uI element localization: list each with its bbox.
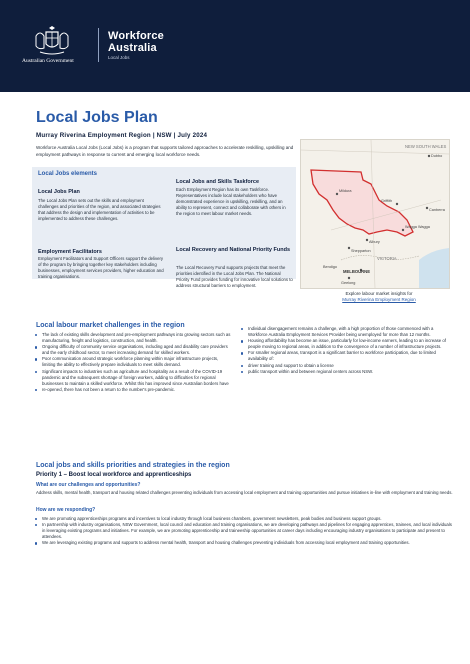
city-dot <box>396 203 398 205</box>
map-label-geelong: Geelong <box>341 281 356 285</box>
map-label-shepparton: Shepparton <box>351 249 371 253</box>
list-item: The lack of existing skills development and pre-employment pathways into growing sectors such as manufacturing, freight and logistics, construction, and health. <box>34 332 232 344</box>
plan-text: The Local Jobs Plan sets out the skills and employment challenges and priorities of the region, and associated strategies that address the design and implementation of activities to be implemented to address these challenges. <box>38 198 161 221</box>
responses-list <box>34 516 456 546</box>
header-banner <box>0 0 470 92</box>
challenges-list-right <box>240 326 452 375</box>
challenges-heading: Local labour market challenges in the region <box>36 322 185 329</box>
taskforce-text: Each Employment Region has its own Taskforce. Representatives include local stakeholders who have demonstrated experience in upskilling, reskilling, and an ability to represent, connect and collaborate with others in the region to meet labour market needs. <box>176 187 286 216</box>
list-item: Significant impacts to industries such as agriculture and hospitality as a result of the COVID-19 pandemic and the subsequent shortage of foreign workers, adding to difficulties for regional businesses to maintain a skilled workforce. Whilst this has improved since Australian borders have <box>34 369 232 387</box>
challenges-answer: Address skills, mental health, transport and housing related challenges preventing individuals from accessing local employment and training opportunities and pursue initiatives in-line with employment and training needs. <box>36 490 453 495</box>
brand-name-line1: Workforce <box>108 30 164 42</box>
list-item: In partnership with industry organisations, NSW Government, local council and education and training organisations, we are developing pathways and pipelines for engaging apprentices, trainees, and local individuals in leveraging existing programs and initiatives. For example, we are promoting apprenticeship and traineeship opportunities at career days including encouraging industry organisations to participate and present to attendees. <box>34 522 456 540</box>
map-label-nsw: NEW SOUTH WALES <box>405 144 447 149</box>
map-label-bendigo: Bendigo <box>323 265 337 269</box>
intro-paragraph: Workforce Australia Local Jobs (Local Jobs) is a program that supports tailored approaches to accelerate reskilling, upskilling and employment pathways in response to current and emerging local workforce needs. <box>36 145 294 157</box>
city-dot <box>428 155 430 157</box>
recovery-text: The Local Recovery Fund supports projects that meet the priorities identified in the Local Jobs Plan. The National Priority Fund provides funding for innovative local solutions to address structural barriers to employment. <box>176 265 293 288</box>
list-item: Poor communication around strategic workforce planning within major infrastructure projects, limiting the ability to effectively prepare individuals to meet skills demand. <box>34 356 232 368</box>
city-dot <box>366 239 368 241</box>
coat-of-arms-icon <box>30 26 74 56</box>
logo-divider <box>98 28 99 62</box>
recovery-heading: Local Recovery and National Priority Funds <box>176 247 290 253</box>
map-label-griffith: Griffith <box>381 199 393 203</box>
list-item: Ongoing difficulty of community service organisations, including aged and disability care providers and the early childhood sector, to meet increasing demand for skilled workers. <box>34 344 232 356</box>
region-map-graphic <box>301 140 449 288</box>
page-title: Local Jobs Plan <box>36 109 158 126</box>
priority-1-heading: Priority 1 – Boost local workforce and apprenticeships <box>36 472 192 478</box>
elements-heading: Local Jobs elements <box>38 171 98 177</box>
city-dot <box>348 277 350 279</box>
list-item: We are promoting apprenticeships programs and incentives to local industry through local business chambers, government newsletters, peak bodies and business support groups. <box>34 516 456 522</box>
city-dot <box>336 193 338 195</box>
list-item: Housing affordability has become an issue, particularly for low-income earners, leading to an increase of people moving to regional areas, in addition to the convergence of a number of infrastructure projects. <box>240 338 452 350</box>
list-item: We are leveraging existing programs and supports to address mental health, transport and housing challenges preventing individuals from accessing local employment and training opportunities. <box>34 540 456 546</box>
map-label-wagga: Wagga Wagga <box>405 225 430 229</box>
map-label-mildura: Mildura <box>339 189 352 193</box>
government-name: Australian Government <box>22 58 74 64</box>
map-caption <box>308 291 450 303</box>
list-item: re-opened, there has not been a return to the number's pre-pandemic. <box>34 387 232 393</box>
list-item: public transport within and between regional centers across NSW. <box>240 369 452 375</box>
labour-market-insights-link[interactable]: Murray Riverina Employment Region <box>342 297 416 302</box>
region-map[interactable] <box>300 139 450 289</box>
map-label-albury: Albury <box>369 240 380 244</box>
list-item: Individual disengagement remains a challenge, with a high proportion of those commenced with a Workforce Australia Employment Services Provider being unemployed for more than 12 months. <box>240 326 452 338</box>
list-item: driver training and support to obtain a license <box>240 363 452 369</box>
priorities-heading: Local jobs and skills priorities and strategies in the region <box>36 462 230 469</box>
city-dot <box>426 207 428 209</box>
brand-name-line2: Australia <box>108 42 157 54</box>
list-item: For smaller regional areas, transport is a significant barrier to workforce participation, due to limited availability of: <box>240 350 452 362</box>
map-caption-text: Explore labour market insights for <box>345 291 413 296</box>
map-label-melbourne: MELBOURNE <box>343 269 370 274</box>
facilitators-heading: Employment Facilitators <box>38 249 102 255</box>
challenges-question: What are our challenges and opportunities? <box>36 482 141 488</box>
responding-question: How are we responding? <box>36 507 96 513</box>
map-label-dubbo: Dubbo <box>431 154 443 158</box>
brand-subname: Local Jobs <box>108 55 130 60</box>
page-subtitle: Murray Riverina Employment Region | NSW | July 2024 <box>36 132 208 139</box>
challenges-list-left <box>34 332 232 393</box>
facilitators-text: Employment Facilitators and Support Officers support the delivery of the program by bringing together key stakeholders including businesses, employment services providers, higher education and training organisations. <box>38 256 164 279</box>
map-label-canberra: Canberra <box>429 208 445 212</box>
local-jobs-elements-panel <box>32 167 296 279</box>
city-dot <box>348 247 350 249</box>
taskforce-heading: Local Jobs and Skills Taskforce <box>176 179 260 185</box>
plan-heading: Local Jobs Plan <box>38 189 80 195</box>
map-label-vic: VICTORIA <box>377 256 397 261</box>
city-dot <box>402 229 404 231</box>
